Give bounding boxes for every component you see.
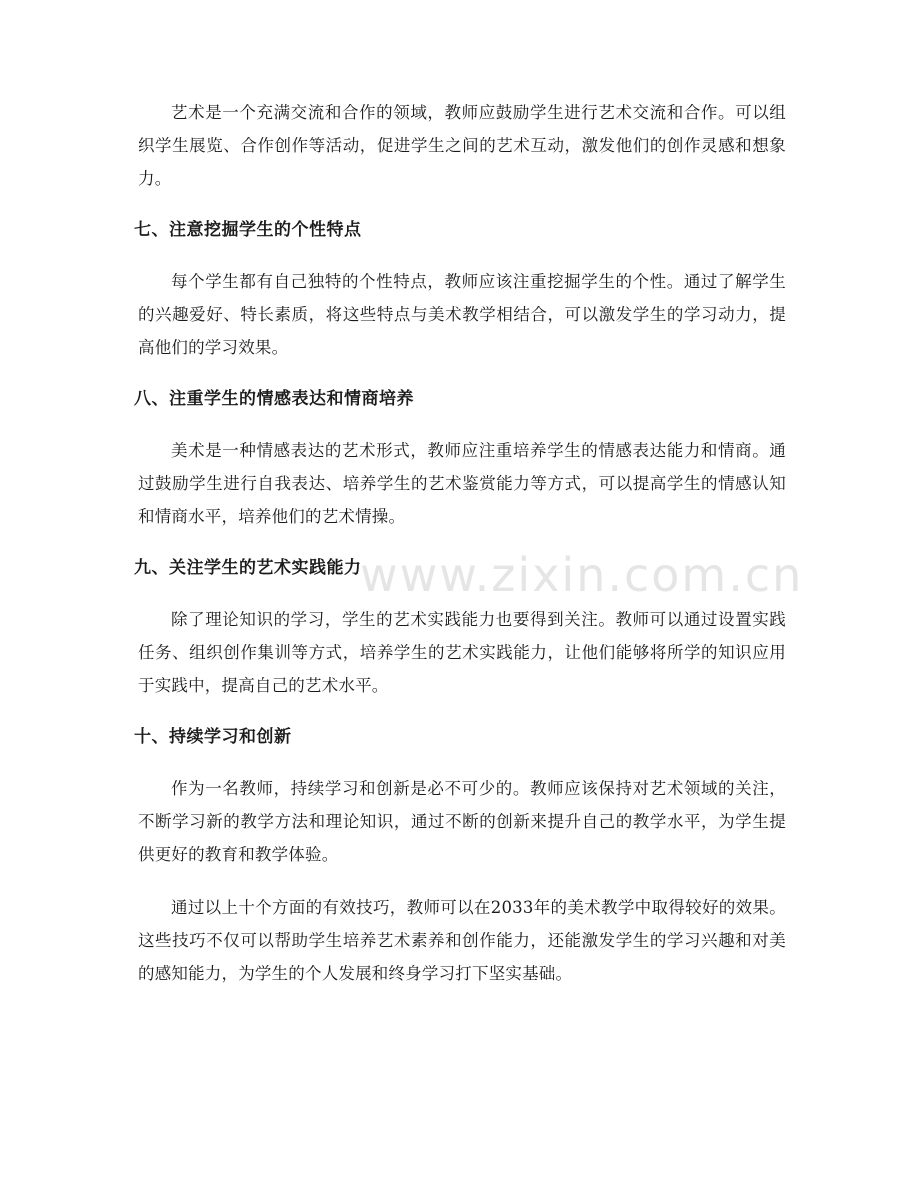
paragraph-conclusion: 通过以上十个方面的有效技巧，教师可以在2033年的美术教学中取得较好的效果。这些技巧不仅可以帮助学生培养艺术素养和创作能力，还能激发学生的学习兴趣和对美的感知能力，为学生的个人发展和终身学习打下坚实基础。 — [138, 898, 786, 983]
paragraph-collaboration: 艺术是一个充满交流和合作的领域，教师应鼓励学生进行艺术交流和合作。可以组织学生展览、合作创作等活动，促进学生之间的艺术互动，激发他们的创作灵感和想象力。 — [138, 103, 786, 188]
document-page — [134, 96, 786, 1010]
paragraph-emotion: 美术是一种情感表达的艺术形式，教师应注重培养学生的情感表达能力和情商。通过鼓励学生进行自我表达、培养学生的艺术鉴赏能力等方式，可以提高学生的情感认知和情商水平，培养他们的艺术情操。 — [138, 441, 786, 526]
paragraph-learning: 作为一名教师，持续学习和创新是必不可少的。教师应该保持对艺术领域的关注，不断学习新的教学方法和理论知识，通过不断的创新来提升自己的教学水平，为学生提供更好的教育和教学体验。 — [138, 779, 786, 864]
section-heading-7: 七、注意挖掘学生的个性特点 — [134, 220, 362, 240]
paragraph-practice: 除了理论知识的学习，学生的艺术实践能力也要得到关注。教师可以通过设置实践任务、组织创作集训等方式，培养学生的艺术实践能力，让他们能够将所学的知识应用于实践中，提高自己的艺术水平。 — [138, 610, 786, 695]
section-heading-8: 八、注重学生的情感表达和情商培养 — [134, 389, 414, 409]
watermark: www.zixin.com.cn — [360, 548, 804, 602]
paragraph-personality: 每个学生都有自己独特的个性特点，教师应该注重挖掘学生的个性。通过了解学生的兴趣爱好、特长素质，将这些特点与美术教学相结合，可以激发学生的学习动力，提高他们的学习效果。 — [138, 272, 786, 357]
section-heading-9: 九、关注学生的艺术实践能力 — [134, 558, 362, 578]
section-heading-10: 十、持续学习和创新 — [134, 727, 292, 747]
